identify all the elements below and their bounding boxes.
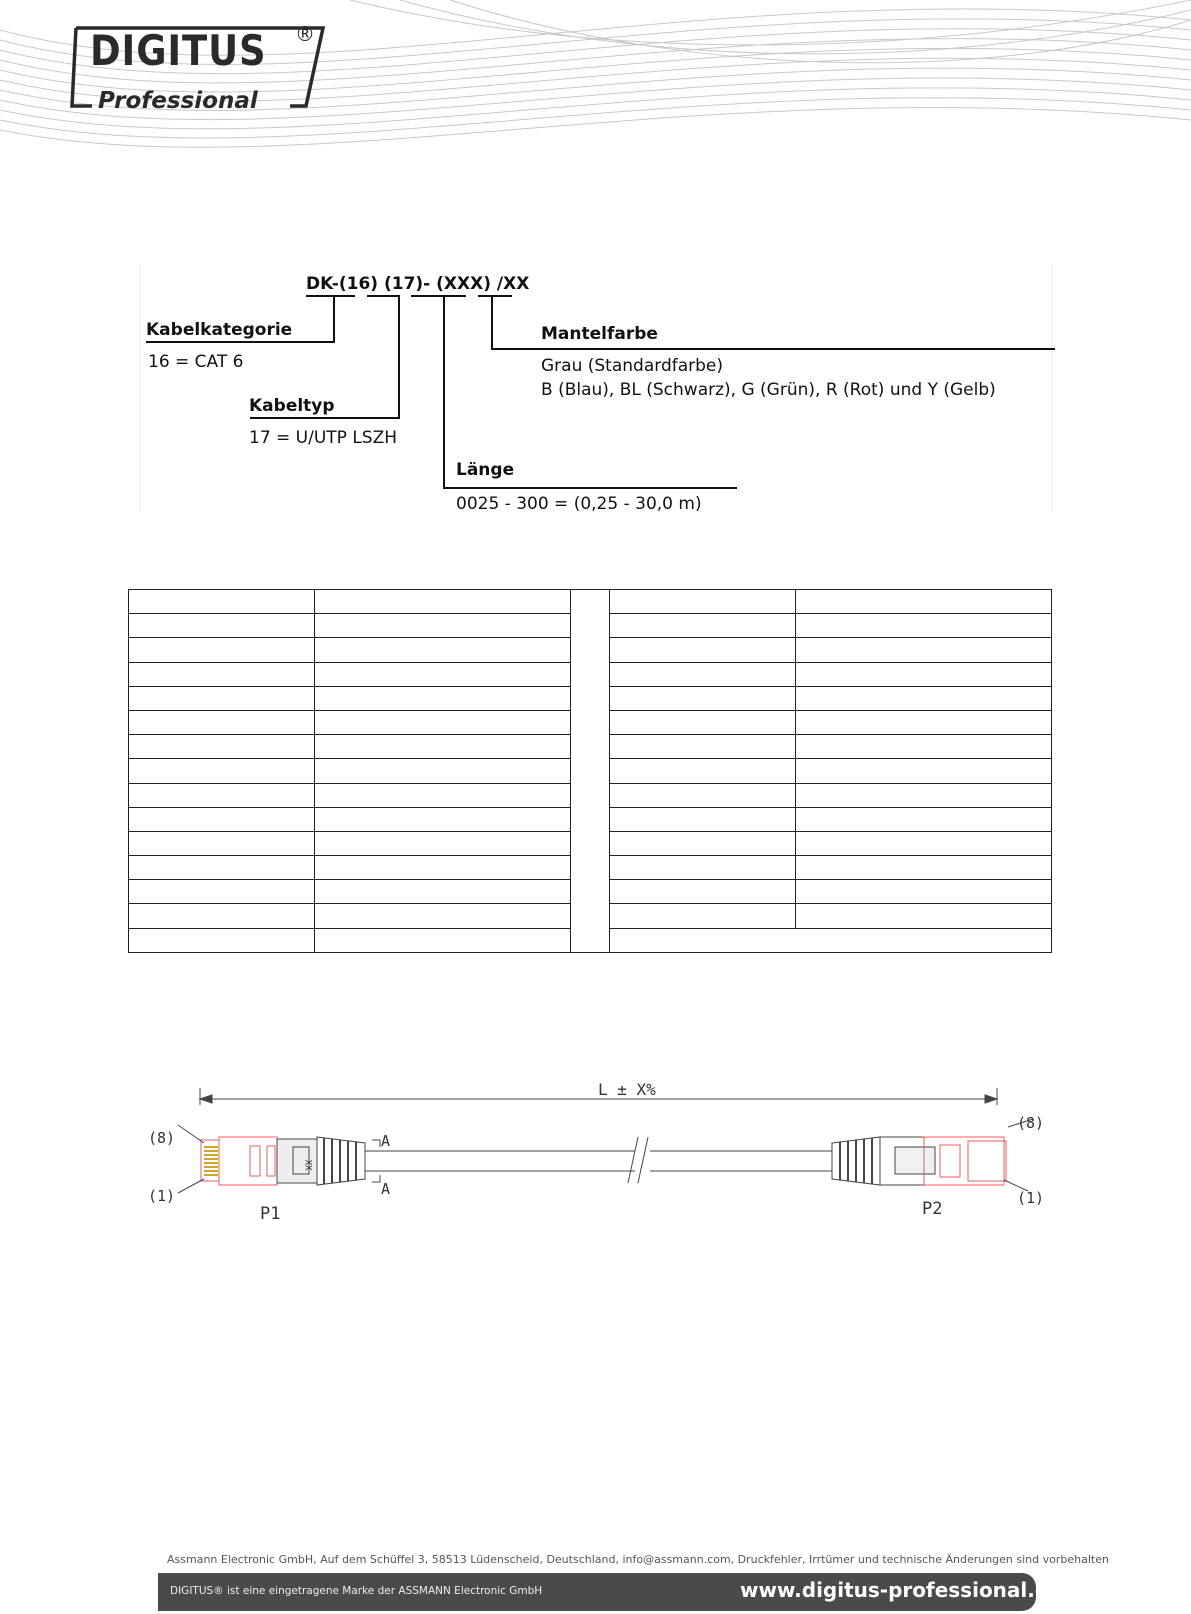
table-cell (129, 783, 315, 807)
logo-brand: DIGITUS (90, 26, 267, 75)
category-heading: Kabelkategorie (146, 320, 293, 340)
footer-address: Assmann Electronic GmbH, Auf dem Schüffel 3, 58513 Lüdenscheid, Deutschland, info@assmann.com, Druckfehler, Irrtümer und technische Änderungen sind vorbehalten (167, 1553, 1109, 1566)
table-cell (129, 662, 315, 686)
part-number-code: DK-(16) (17)- (XXX) /XX (306, 274, 530, 294)
plug-p2-label: P2 (922, 1199, 943, 1219)
length-heading: Länge (456, 460, 515, 480)
table-cell (129, 856, 315, 880)
table-cell (129, 735, 315, 759)
p1-pin-1-label: (1) (148, 1187, 176, 1205)
p2-pin-8-label: (8) (1017, 1114, 1045, 1132)
table-cell (315, 759, 571, 783)
table-cell (796, 856, 1052, 880)
footer-website-link[interactable]: www.digitus-professional.com (740, 1578, 1082, 1602)
specification-table (128, 589, 1052, 953)
p2-pin-1-label: (1) (1017, 1189, 1045, 1207)
length-value: 0025 - 300 = (0,25 - 30,0 m) (456, 494, 702, 514)
table-cell (129, 590, 315, 614)
table-cell (129, 614, 315, 638)
section-marker-bottom: A (381, 1180, 391, 1198)
table-cell (315, 590, 571, 614)
table-cell (315, 807, 571, 831)
table-cell (315, 880, 571, 904)
table-cell (129, 759, 315, 783)
table-cell (796, 710, 1052, 734)
p1-pin-8-label: (8) (148, 1129, 176, 1147)
table-cell (129, 710, 315, 734)
logo-registered-mark: ® (295, 22, 315, 46)
table-cell (129, 807, 315, 831)
table-cell (610, 856, 796, 880)
cable-print-label: XX (302, 1159, 313, 1171)
table-cell (610, 662, 796, 686)
table-cell (796, 759, 1052, 783)
table-cell (315, 783, 571, 807)
table-cell (315, 710, 571, 734)
table-cell (610, 710, 796, 734)
table-cell (610, 880, 796, 904)
table-cell (796, 807, 1052, 831)
table-cell (129, 686, 315, 710)
table-cell (796, 590, 1052, 614)
table-cell (129, 638, 315, 662)
table-cell (610, 759, 796, 783)
table-cell (610, 590, 796, 614)
table-cell (610, 783, 796, 807)
table-cell (129, 880, 315, 904)
table-row (129, 590, 1052, 614)
table-cell (796, 638, 1052, 662)
table-cell (796, 735, 1052, 759)
plug-p1-label: P1 (260, 1204, 281, 1224)
table-cell (129, 928, 315, 952)
table-cell (796, 831, 1052, 855)
table-cell (315, 614, 571, 638)
table-cell (315, 928, 571, 952)
cable-type-heading: Kabeltyp (249, 396, 335, 416)
length-tolerance-label: L ± X% (598, 1080, 656, 1099)
footer-trademark: DIGITUS® ist eine eingetragene Marke der ASSMANN Electronic GmbH (170, 1585, 543, 1597)
logo-professional: Professional (98, 88, 258, 114)
table-cell (610, 614, 796, 638)
section-marker-top: A (381, 1132, 391, 1150)
table-cell (315, 856, 571, 880)
table-cell (129, 904, 315, 928)
table-cell (610, 638, 796, 662)
cable-type-value: 17 = U/UTP LSZH (249, 428, 398, 448)
table-cell (610, 735, 796, 759)
table-cell (315, 686, 571, 710)
table-cell (315, 662, 571, 686)
table-cell (796, 686, 1052, 710)
jacket-color-heading: Mantelfarbe (541, 324, 658, 344)
table-cell (796, 662, 1052, 686)
table-cell (796, 904, 1052, 928)
jacket-color-options: B (Blau), BL (Schwarz), G (Grün), R (Rot) und Y (Gelb) (541, 380, 996, 400)
category-value: 16 = CAT 6 (148, 352, 244, 372)
table-cell (610, 928, 1052, 952)
table-cell (315, 904, 571, 928)
table-cell (315, 638, 571, 662)
table-cell (796, 880, 1052, 904)
table-cell (129, 831, 315, 855)
table-cell (610, 831, 796, 855)
table-divider-cell (571, 590, 610, 953)
table-cell (315, 831, 571, 855)
table-cell (610, 686, 796, 710)
table-cell (796, 783, 1052, 807)
table-cell (610, 904, 796, 928)
jacket-color-default: Grau (Standardfarbe) (541, 356, 724, 376)
table-cell (315, 735, 571, 759)
table-cell (610, 807, 796, 831)
part-number-leader-lines (0, 0, 1191, 520)
table-cell (796, 614, 1052, 638)
